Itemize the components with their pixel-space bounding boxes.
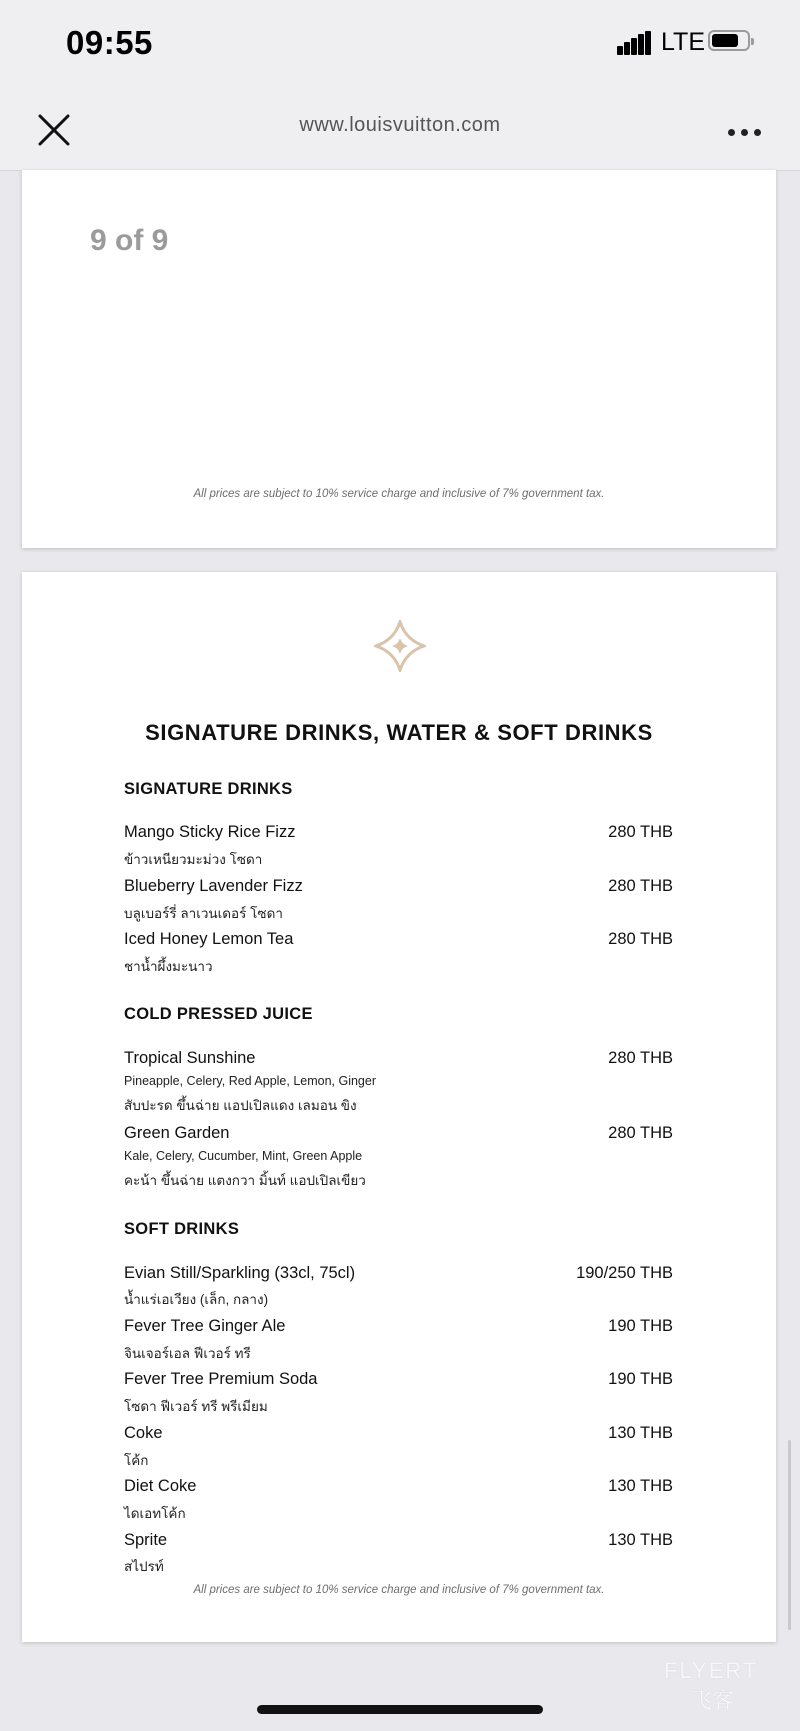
price-footnote: All prices are subject to 10% service charge and inclusive of 7% government tax.: [193, 1584, 605, 1596]
item-name: Fever Tree Premium Soda: [124, 1370, 318, 1388]
home-indicator[interactable]: [257, 1705, 543, 1714]
item-thai: ชาน้ำผึ้งมะนาว: [124, 959, 213, 974]
item-thai: สับปะรด ขึ้นฉ่าย แอปเปิลแดง เลมอน ขิง: [124, 1098, 357, 1113]
item-price: 190/250 THB: [576, 1264, 673, 1282]
status-time: 09:55: [66, 24, 153, 61]
item-price: 130 THB: [608, 1477, 673, 1495]
item-description: Kale, Celery, Cucumber, Mint, Green Apple: [124, 1149, 363, 1163]
watermark: FLYERT: [664, 1658, 759, 1683]
item-name: Fever Tree Ginger Ale: [124, 1317, 286, 1335]
section-title: SOFT DRINKS: [124, 1220, 240, 1238]
pdf-page: [22, 170, 776, 548]
item-name: Evian Still/Sparkling (33cl, 75cl): [124, 1264, 356, 1282]
item-price: 280 THB: [608, 1049, 673, 1067]
more-icon: [728, 129, 735, 136]
item-thai: ไดเอทโค้ก: [124, 1506, 186, 1521]
watermark-sub: 飞客: [690, 1689, 735, 1714]
menu-title: SIGNATURE DRINKS, WATER & SOFT DRINKS: [145, 720, 653, 745]
item-price: 280 THB: [608, 1124, 673, 1142]
item-price: 190 THB: [608, 1317, 673, 1335]
item-price: 130 THB: [608, 1531, 673, 1549]
price-footnote: All prices are subject to 10% service charge and inclusive of 7% government tax.: [193, 488, 605, 500]
item-name: Green Garden: [124, 1124, 230, 1142]
item-description: Pineapple, Celery, Red Apple, Lemon, Ginger: [124, 1074, 377, 1088]
menu-page: [22, 572, 776, 1642]
status-bar: [0, 0, 800, 86]
item-name: Blueberry Lavender Fizz: [124, 877, 303, 895]
scroll-indicator[interactable]: [788, 1440, 791, 1630]
item-price: 280 THB: [608, 823, 673, 841]
item-name: Mango Sticky Rice Fizz: [124, 823, 296, 841]
item-price: 280 THB: [608, 930, 673, 948]
item-thai: คะน้า ขึ้นฉ่าย แตงกวา มิ้นท์ แอปเปิลเขียว: [124, 1173, 366, 1188]
item-price: 280 THB: [608, 877, 673, 895]
section-title: COLD PRESSED JUICE: [124, 1005, 313, 1023]
item-name: Diet Coke: [124, 1477, 197, 1495]
item-name: Coke: [124, 1424, 163, 1442]
item-price: 130 THB: [608, 1424, 673, 1442]
more-button[interactable]: [726, 126, 766, 138]
item-price: 190 THB: [608, 1370, 673, 1388]
section-title: SIGNATURE DRINKS: [124, 780, 293, 798]
item-thai: จินเจอร์เอล ฟีเวอร์ ทรี: [124, 1346, 251, 1361]
item-name: Tropical Sunshine: [124, 1049, 256, 1067]
page-indicator: 9 of 9: [90, 224, 169, 257]
browser-nav-bar: [0, 86, 800, 171]
network-type: LTE: [661, 28, 705, 56]
url-label[interactable]: www.louisvuitton.com: [299, 114, 501, 136]
battery-icon: [708, 30, 750, 51]
item-thai: บลูเบอร์รี่ ลาเวนเดอร์ โซดา: [124, 906, 283, 921]
monogram-flower-icon: [374, 620, 426, 672]
item-thai: โค้ก: [124, 1453, 149, 1468]
item-name: Sprite: [124, 1531, 168, 1549]
item-thai: โซดา ฟีเวอร์ ทรี พรีเมียม: [124, 1399, 268, 1414]
item-thai: น้ำแร่เอเวียง (เล็ก, กลาง): [124, 1292, 269, 1307]
item-thai: ข้าวเหนียวมะม่วง โซดา: [124, 852, 263, 867]
signal-icon: [617, 31, 651, 55]
item-thai: สไปรท์: [124, 1559, 164, 1574]
item-name: Iced Honey Lemon Tea: [124, 930, 294, 948]
